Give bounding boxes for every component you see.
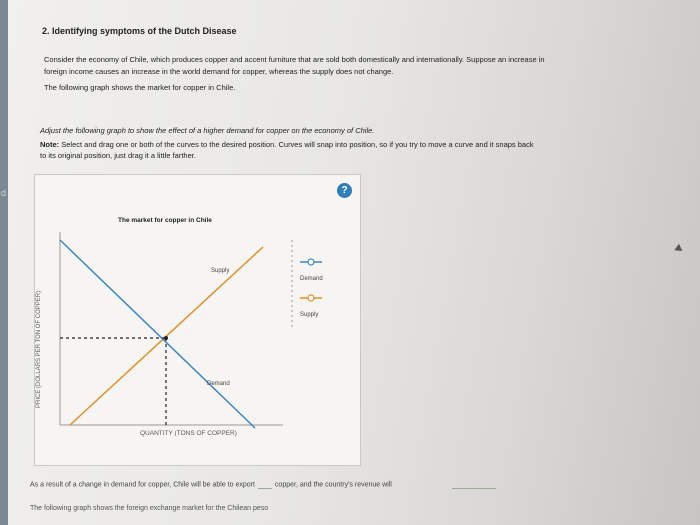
legend-demand-item[interactable]: [300, 259, 323, 282]
supply-curve-label: Supply: [211, 268, 230, 274]
question-paragraph-line2: foreign income causes an increase in the world demand for copper, whereas the supply does not change.: [44, 67, 394, 76]
help-icon[interactable]: ?: [337, 183, 352, 198]
instruction-text: Adjust the following graph to show the effect of a higher demand for copper on the economy of Chile.: [40, 126, 375, 135]
legend-supply-item[interactable]: [300, 295, 322, 318]
question-paragraph-line1: Consider the economy of Chile, which produces copper and accent furniture that are sold both domestically and internationally. Suppose an increase in: [44, 55, 545, 64]
question-heading: 2. Identifying symptoms of the Dutch Disease: [42, 26, 237, 36]
demand-curve-label: Demand: [207, 381, 230, 387]
note-label: Note:: [40, 140, 60, 149]
legend-supply-label: Supply: [300, 312, 319, 318]
answer-sentence: [30, 480, 392, 489]
legend-demand-label: Demand: [300, 276, 323, 282]
footer-text: The following graph shows the foreign exchange market for the Chilean peso: [30, 505, 269, 512]
answer-text-part1: As a result of a change in demand for copper, Chile will be able to export: [30, 481, 255, 489]
y-axis-label: PRICE (DOLLARS PER TON OF COPPER): [36, 290, 42, 408]
answer-text-part2: copper, and the country's revenue will: [274, 481, 392, 489]
legend-demand-marker: [308, 259, 314, 265]
equilibrium-point: [164, 336, 168, 340]
revenue-change-dropdown[interactable]: [452, 478, 496, 489]
note-line2: to its original position, just drag it a little farther.: [40, 151, 196, 160]
export-amount-dropdown[interactable]: [258, 480, 272, 489]
x-axis-label: QUANTITY (TONS OF COPPER): [140, 430, 237, 437]
graph-intro-text: The following graph shows the market for copper in Chile.: [44, 83, 236, 92]
left-window-strip: d: [0, 0, 8, 525]
note-text: Select and drag one or both of the curves to the desired position. Curves will snap into position, so if you try to move a curve and it snaps back: [59, 140, 534, 149]
legend-supply-marker: [308, 295, 314, 301]
graph-title: The market for copper in Chile: [118, 217, 212, 224]
